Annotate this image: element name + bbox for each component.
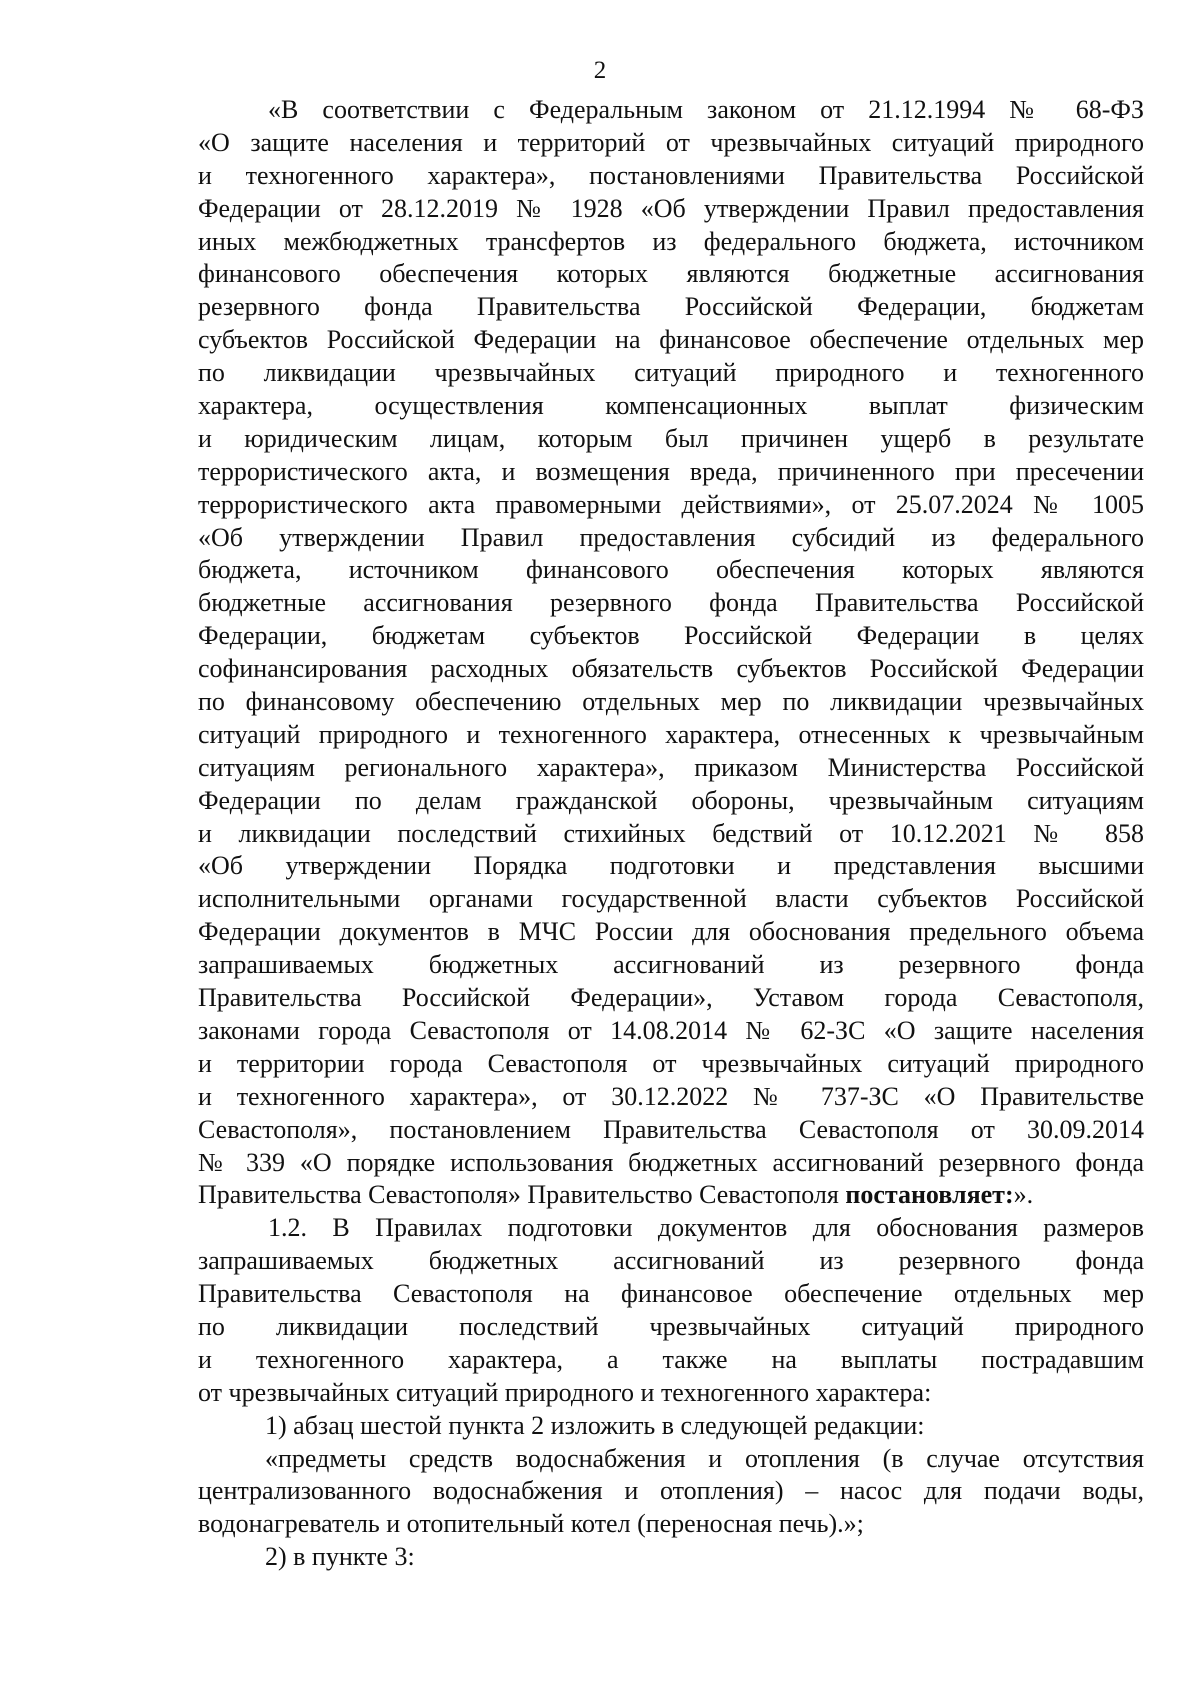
text-line: Федерации от 28.12.2019 № 1928 «Об утверждении Правил предоставления xyxy=(198,193,1144,223)
text-line: финансового обеспечения которых являются бюджетные ассигнования xyxy=(198,259,1144,289)
text-line: № 339 «О порядке использования бюджетных ассигнований резервного фонда xyxy=(198,1147,1144,1177)
text-line: ситуациям регионального характера», приказом Министерства Российской xyxy=(198,752,1144,782)
text-line: характера, осуществления компенсационных выплат физическим xyxy=(198,391,1144,421)
text-line: законами города Севастополя от 14.08.2014 № 62-ЗС «О защите населения xyxy=(198,1015,1144,1045)
text-line: по финансовому обеспечению отдельных мер по ликвидации чрезвычайных xyxy=(198,687,1144,717)
text-line: исполнительными органами государственной власти субъектов Российской xyxy=(198,884,1144,914)
text-line-with-bold xyxy=(198,1179,1144,1212)
text-segment: Правительства Севастополя» Правительство Севастополя xyxy=(198,1180,839,1210)
page-number: 2 xyxy=(593,57,607,84)
text-line: по ликвидации чрезвычайных ситуаций природного и техногенного xyxy=(198,358,1144,388)
text-line: 2) в пункте 3: xyxy=(265,1542,415,1572)
text-line: Федерации, бюджетам субъектов Российской Федерации в целях xyxy=(198,621,1144,651)
text-line: «В соответствии с Федеральным законом от 21.12.1994 № 68-ФЗ xyxy=(268,95,1144,124)
text-line: 1) абзац шестой пункта 2 изложить в следующей редакции: xyxy=(265,1410,925,1440)
text-line: софинансирования расходных обязательств субъектов Российской Федерации xyxy=(198,654,1144,684)
text-line: и территории города Севастополя от чрезвычайных ситуаций природного xyxy=(198,1048,1144,1078)
text-line: и юридическим лицам, которым был причинен ущерб в результате xyxy=(198,423,1144,453)
text-line: «Об утверждении Правил предоставления субсидий из федерального xyxy=(198,522,1144,552)
text-line: бюджетные ассигнования резервного фонда Правительства Российской xyxy=(198,588,1144,618)
text-line: и техногенного характера, а также на выплаты пострадавшим xyxy=(198,1344,1144,1374)
text-line: водонагреватель и отопительный котел (переносная печь).»; xyxy=(198,1509,864,1539)
text-line: резервного фонда Правительства Российской Федерации, бюджетам xyxy=(198,292,1144,322)
text-line: от чрезвычайных ситуаций природного и техногенного характера: xyxy=(198,1377,932,1407)
text-line: по ликвидации последствий чрезвычайных ситуаций природного xyxy=(198,1311,1144,1341)
text-line: и техногенного характера», от 30.12.2022 № 737-ЗС «О Правительстве xyxy=(198,1081,1144,1111)
text-line: Федерации по делам гражданской обороны, чрезвычайным ситуациям xyxy=(198,785,1144,815)
text-line: террористического акта, и возмещения вреда, причиненного при пресечении xyxy=(198,456,1144,486)
text-line: Правительства Севастополя на финансовое обеспечение отдельных мер xyxy=(198,1279,1144,1309)
text-line: террористического акта правомерными действиями», от 25.07.2024 № 1005 xyxy=(198,489,1144,519)
text-line: субъектов Российской Федерации на финансовое обеспечение отдельных мер xyxy=(198,325,1144,355)
bold-keyword: постановляет: xyxy=(845,1180,1014,1210)
text-line: Правительства Российской Федерации», Уставом города Севастополя, xyxy=(198,983,1144,1013)
text-line: «О защите населения и территорий от чрезвычайных ситуаций природного xyxy=(198,127,1144,157)
text-line: иных межбюджетных трансфертов из федерального бюджета, источником xyxy=(198,226,1144,256)
text-line: «предметы средств водоснабжения и отопления (в случае отсутствия xyxy=(265,1443,1144,1473)
text-line: 1.2. В Правилах подготовки документов для обоснования размеров xyxy=(268,1213,1144,1243)
text-line: запрашиваемых бюджетных ассигнований из резервного фонда xyxy=(198,950,1144,980)
text-line: и техногенного характера», постановлениями Правительства Российской xyxy=(198,160,1144,190)
text-line: и ликвидации последствий стихийных бедствий от 10.12.2021 № 858 xyxy=(198,818,1144,848)
text-line: запрашиваемых бюджетных ассигнований из резервного фонда xyxy=(198,1246,1144,1276)
text-line: ситуаций природного и техногенного характера, отнесенных к чрезвычайным xyxy=(198,719,1144,749)
text-segment: ». xyxy=(1013,1180,1034,1210)
text-line: «Об утверждении Порядка подготовки и представления высшими xyxy=(198,851,1144,881)
text-line: Севастополя», постановлением Правительства Севастополя от 30.09.2014 xyxy=(198,1114,1144,1144)
text-line: Федерации документов в МЧС России для обоснования предельного объема xyxy=(198,917,1144,947)
document-body xyxy=(198,94,1144,1574)
text-line: централизованного водоснабжения и отопления) – насос для подачи воды, xyxy=(198,1476,1144,1506)
text-line: бюджета, источником финансового обеспечения которых являются xyxy=(198,555,1144,585)
